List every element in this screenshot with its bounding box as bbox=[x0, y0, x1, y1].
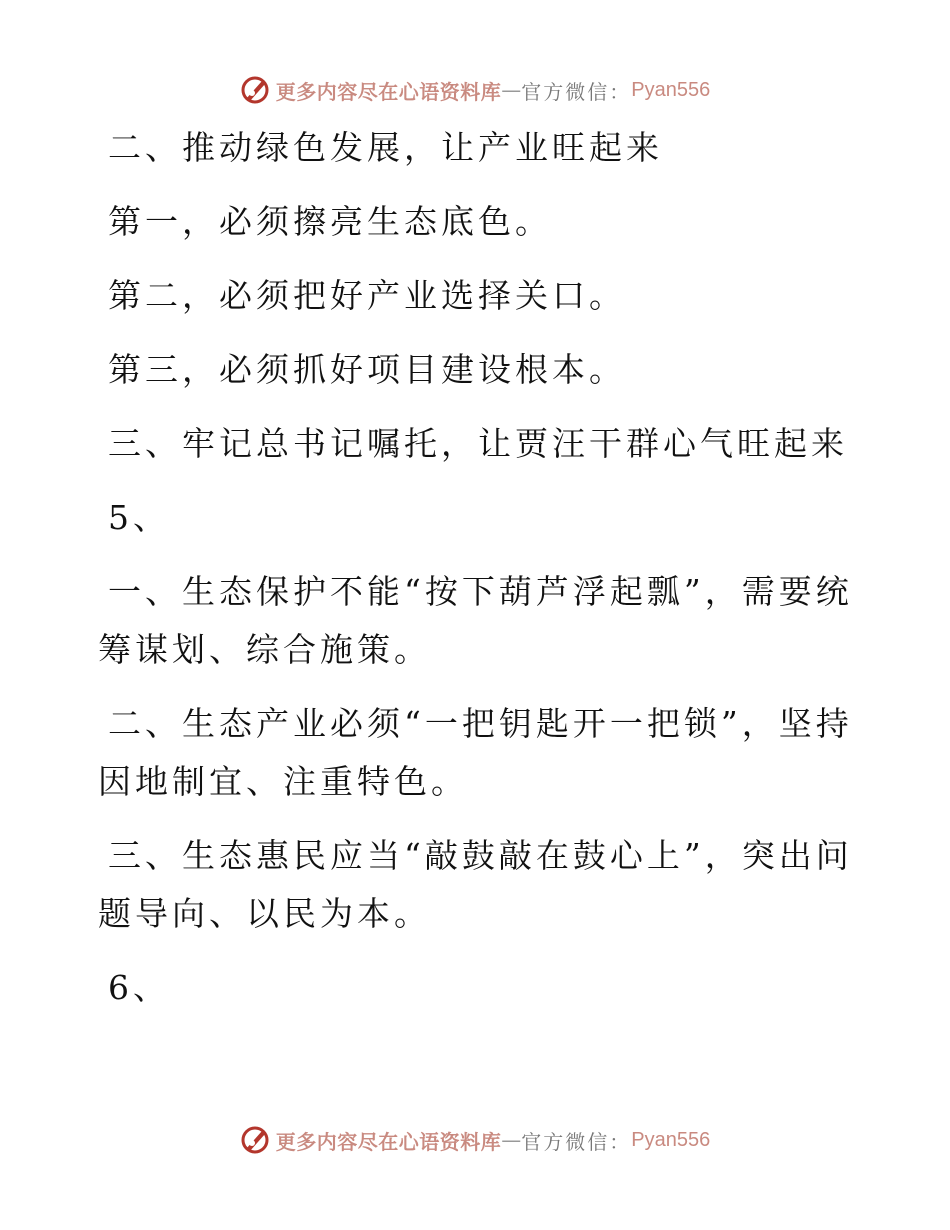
quill-logo-icon bbox=[240, 75, 270, 105]
watermark-label: 官方微信： bbox=[521, 1129, 632, 1154]
watermark-label: 官方微信： bbox=[521, 79, 632, 104]
paragraph-item-2-line-1: 二、生态产业必须“一把钥匙开一把锁”，坚持 bbox=[108, 704, 853, 743]
paragraph-item-3-line-1: 三、生态惠民应当“敲鼓敲在鼓心上”，突出问 bbox=[108, 836, 853, 875]
paragraph-first: 第一，必须擦亮生态底色。 bbox=[108, 202, 552, 241]
paragraph-third: 第三，必须抓好项目建设根本。 bbox=[108, 350, 626, 389]
watermark-id: Pyan556 bbox=[631, 1128, 711, 1151]
header-watermark bbox=[0, 70, 950, 110]
watermark-text: 更多内容尽在心语资料库 bbox=[275, 79, 502, 104]
paragraph-item-1-line-1: 一、生态保护不能“按下葫芦浮起瓢”，需要统 bbox=[108, 572, 853, 611]
footer-watermark bbox=[0, 1120, 950, 1160]
paragraph-second: 第二，必须把好产业选择关口。 bbox=[108, 276, 626, 315]
section-number-6: 6、 bbox=[108, 968, 170, 1007]
paragraph-heading-2: 二、推动绿色发展，让产业旺起来 bbox=[108, 128, 663, 167]
watermark-dash: — bbox=[501, 78, 522, 102]
section-number-5: 5、 bbox=[108, 498, 170, 537]
paragraph-heading-3: 三、牢记总书记嘱托，让贾汪干群心气旺起来 bbox=[108, 424, 848, 463]
paragraph-item-2-line-2: 因地制宜、注重特色。 bbox=[98, 762, 468, 801]
paragraph-item-1-line-2: 筹谋划、综合施策。 bbox=[98, 630, 431, 669]
watermark-text: 更多内容尽在心语资料库 bbox=[275, 1129, 502, 1154]
quill-logo-icon bbox=[240, 1125, 270, 1155]
watermark-dash: — bbox=[501, 1128, 522, 1152]
paragraph-item-3-line-2: 题导向、以民为本。 bbox=[98, 894, 431, 933]
watermark-id: Pyan556 bbox=[631, 78, 711, 101]
